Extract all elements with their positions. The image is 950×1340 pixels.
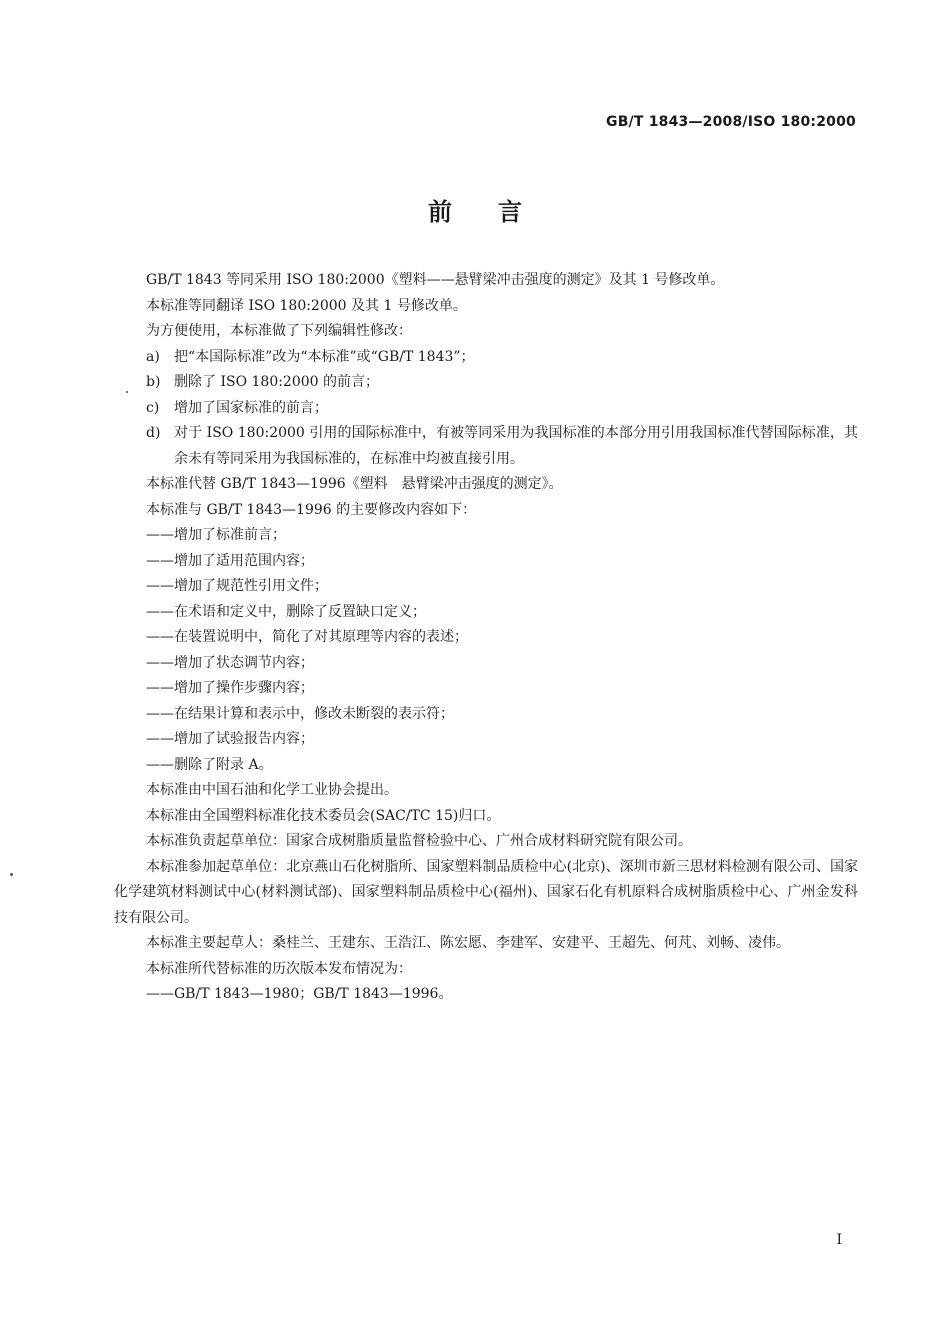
edit-item-text: 把“本国际标准”改为“本标准”或“GB/T 1843”； [174,348,475,365]
change-item: ——在术语和定义中，删除了反置缺口定义； [146,603,426,620]
page-title: 前言 [428,198,568,226]
edit-item-text: 增加了国家标准的前言； [174,399,328,416]
page-number: I [836,1232,842,1248]
edit-item [114,345,858,371]
scan-speck [10,873,13,876]
change-item: ——增加了状态调节内容； [146,654,314,671]
paragraph-committee: 本标准由全国塑料标准化技术委员会(SAC/TC 15)归口。 [146,807,501,824]
paragraph-translation: 本标准等同翻译 ISO 180:2000 及其 1 号修改单。 [146,297,467,314]
change-item: ——增加了规范性引用文件； [146,578,328,594]
edit-item-text: 对于 ISO 180:2000 引用的国际标准中，有被等同采用为我国标准的本部分用引用我国标准代替国际标准，其余未有等同采用为我国标准的，在标准中均被直接引用。 [174,425,858,467]
edit-item-mark: b) [146,374,161,390]
foreword-body [114,268,858,1008]
paragraph-drafting-unit: 本标准负责起草单位：国家合成树脂质量监督检验中心、广州合成材料研究院有限公司。 [146,833,692,849]
change-item: ——增加了标准前言； [146,527,286,543]
change-item: ——增加了试验报告内容； [146,731,314,747]
edit-item-mark: c) [146,399,160,416]
standard-code-header: GB/T 1843—2008/ISO 180:2000 [606,114,856,130]
edit-item [114,396,858,422]
paragraph-participating-units: 本标准参加起草单位：北京燕山石化树脂所、国家塑料制品质检中心(北京)、深圳市新三思材料检测有限公司、国家化学建筑材料测试中心(材料测试部)、国家塑料制品质检中心(福州)、国家石化有机原料合成树脂质检中心、广州金发科技有限公司。 [114,858,858,926]
edit-item-mark: a) [146,348,160,365]
paragraph-changes-intro: 本标准与 GB/T 1843—1996 的主要修改内容如下： [146,501,477,518]
change-item: ——删除了附录 A。 [146,756,273,773]
edit-item [114,421,858,472]
change-item: ——在装置说明中，简化了对其原理等内容的表述； [146,629,468,645]
edit-item-mark: d) [146,425,161,441]
paragraph-proposer: 本标准由中国石油和化学工业协会提出。 [146,782,398,798]
edit-item-text: 删除了 ISO 180:2000 的前言； [174,374,380,390]
paragraph-history-intro: 本标准所代替标准的历次版本发布情况为： [146,960,412,977]
change-item: ——在结果计算和表示中，修改未断裂的表示符； [146,705,454,722]
paragraph-replaces: 本标准代替 GB/T 1843—1996《塑料 悬臂梁冲击强度的测定》。 [146,476,563,492]
paragraph-adoption: GB/T 1843 等同采用 ISO 180:2000《塑料——悬臂梁冲击强度的测定》及其 1 号修改单。 [146,272,725,288]
change-item: ——增加了操作步骤内容； [146,680,314,696]
edit-item [114,370,858,396]
history-item: ——GB/T 1843—1980；GB/T 1843—1996。 [146,986,453,1002]
scan-speck [126,391,128,393]
change-item: ——增加了适用范围内容； [146,552,314,569]
paragraph-edits-intro: 为方便使用，本标准做了下列编辑性修改： [146,323,412,339]
paragraph-drafters: 本标准主要起草人：桑桂兰、王建东、王浩江、陈宏愿、李建军、安建平、王超先、何芃、刘畅、凌伟。 [146,935,790,951]
